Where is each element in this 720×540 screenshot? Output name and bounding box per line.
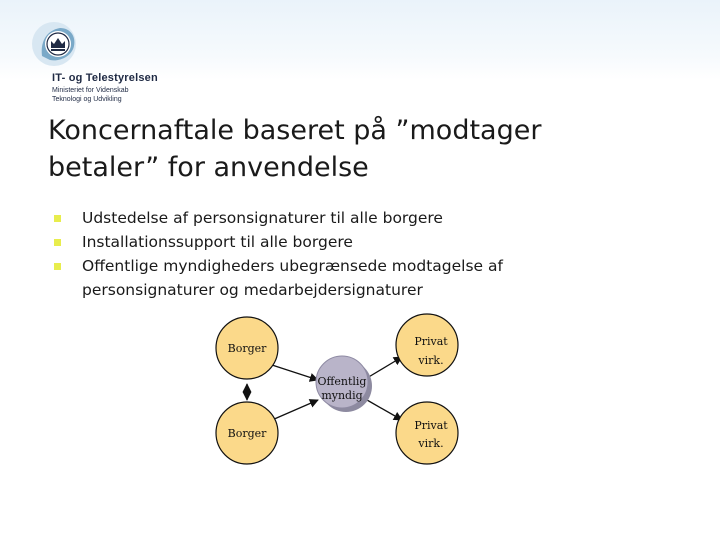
organization-name: IT- og Telestyrelsen [52,72,158,84]
node-privat-bottom [396,402,458,464]
connector-center-to-privat-bottom [367,400,402,420]
ministry-line-2: Teknologi og Udvikling [52,96,122,103]
node-privat-bottom-label-line-2: virk. [418,437,444,450]
bullet-text: Udstedelse af personsignaturer til alle borgere [82,209,443,227]
center-node-label-line-2: myndig [321,389,363,402]
bullet-text: Offentlige myndigheders ubegrænsede modtagelse af personsignaturer og medarbejdersignaturer [82,257,503,299]
slide-title-line-2: betaler” for anvendelse [48,152,369,183]
connector-borger-bottom-to-center [272,400,318,420]
connector-center-to-privat-top [367,357,402,378]
slide-title-line-1: Koncernaftale baseret på ”modtager [48,115,542,146]
node-privat-top-label-line-2: virk. [418,354,444,367]
node-privat-top-label-line-1: Privat [414,335,448,348]
bullet-text: Installationssupport til alle borgere [82,233,353,251]
connector-borger-top-to-center [272,365,318,380]
node-privat-bottom-label-line-1: Privat [414,419,448,432]
node-borger-top-label: Borger [227,342,267,355]
center-node-label-line-1: Offentlig [317,375,367,388]
node-borger-bottom-label: Borger [227,427,267,440]
ministry-line-1: Ministeriet for Videnskab [52,87,129,94]
